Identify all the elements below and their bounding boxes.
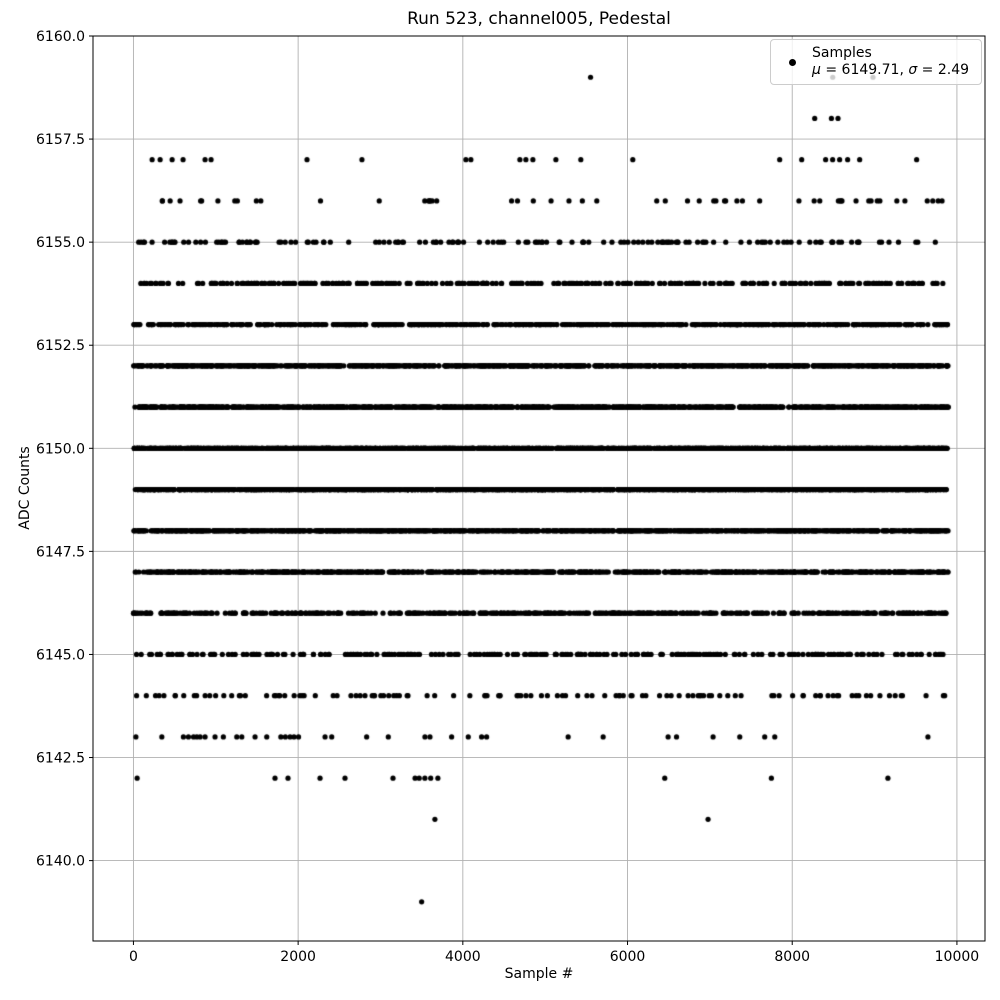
y-tick-label: 6140.0 [36,853,85,870]
y-axis-label: ADC Counts [17,446,33,530]
y-tick-label: 6150.0 [36,441,85,458]
y-tick-label: 6160.0 [36,29,85,45]
x-tick-label: 8000 [774,949,811,965]
legend-series-label: Samples [812,45,872,61]
y-tick-label: 6147.5 [36,544,85,561]
chart-title: Run 523, channel005, Pedestal [407,9,671,29]
legend-text [812,45,969,79]
scatter-marker-icon [789,59,796,66]
mu-symbol: μ [812,62,821,78]
x-axis-label: Sample # [504,966,574,982]
y-tick-label: 6142.5 [36,750,85,767]
x-tick-label: 10000 [934,949,980,965]
y-tick-label: 6152.5 [36,338,85,355]
y-tick-label: 6155.0 [36,235,85,252]
y-tick-label: 6157.5 [36,132,85,149]
sigma-symbol: σ [908,62,918,78]
x-tick-label: 4000 [445,949,481,965]
scatter-points [93,36,985,941]
x-tick-label: 6000 [609,949,646,965]
legend [770,39,982,85]
mu-value: = 6149.71, [820,62,909,78]
x-tick-label: 2000 [280,949,316,965]
x-tick-label: 0 [128,949,138,965]
legend-stats [812,62,969,79]
sigma-value: = 2.49 [917,62,970,78]
y-tick-label: 6145.0 [36,647,85,664]
